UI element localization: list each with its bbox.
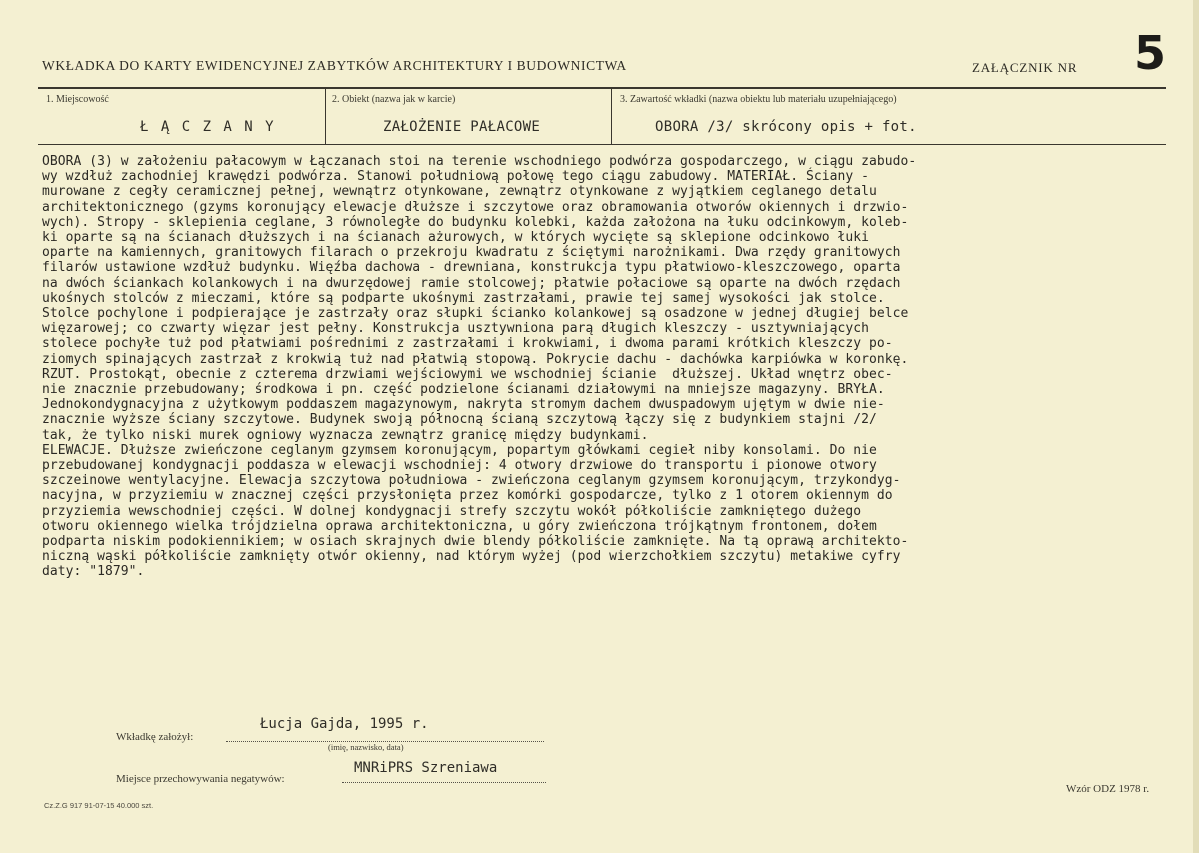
created-by-value: Łucja Gajda, 1995 r. — [260, 716, 429, 732]
created-by-hint: (imię, nazwisko, data) — [328, 742, 404, 752]
text-line: ukośnych stolców z mieczami, które są podparte ukośnymi zastrzałami, prawie tej samej wysokości jak stolce. — [42, 290, 885, 306]
locality-label: 1. Miejscowość — [46, 94, 109, 105]
text-line: wych). Stropy - sklepienia ceglane, 3 równoległe do budynku kolebki, każda założona na łuku odcinkowym, koleb- — [42, 214, 909, 230]
text-line: podparta niskim podokiennikiem; w osiach skrajnych dwie blendy półkoliście zamknięte. Na tą oprawą architekto- — [42, 534, 909, 550]
text-line: RZUT. Prostokąt, obecnie z czterema drzwiami wejściowymi we wschodniej ścianie dłuższej. Układ wnętrz obec- — [42, 366, 893, 382]
text-line: otworu okiennego wielka trójdzielna oprawa architektoniczna, u góry zwieńczona trójkątnym frontonem, dołem — [42, 518, 877, 534]
text-line: OBORA (3) w założeniu pałacowym w Łączanach stoi na terenie wschodniego podwórza gospodarczego, w ciągu zabudo- — [42, 154, 917, 169]
text-line: więzarowej; co czwarty więzar jest pełny. Konstrukcja usztywniona parą długich kleszczy - usztywniających — [42, 321, 870, 337]
text-line: przyziemia wewschodniej części. W dolnej kondygnacji strefy szczytu wokół półkoliście zamkniętego dużego — [42, 503, 862, 519]
text-line: znacznie wyższe ściany szczytowe. Budynek swoją północną ścianą szczytową łączy się z budynkiem stajni /2/ — [42, 412, 877, 428]
text-line: szczeinowe wentylacyjne. Elewacja szczytowa południowa - zwieńczona ceglanym gzymsem koronującym, trzykondyg- — [42, 473, 901, 489]
negatives-location-value: MNRiPRS Szreniawa — [354, 760, 498, 776]
text-line: stolece pochyłe tuż pod płatwiami pośrednimi z zastrzałami i krokwiami, i dwoma parami krótkich kleszczy po- — [42, 336, 893, 352]
text-line: architektonicznego (gzyms koronujący elewacje dłuższe i szczytowe oraz obramowania otworów okiennych i drzwio- — [42, 199, 909, 215]
text-line: tak, że tylko niski murek ogniowy wyznacza zewnątrz granicę między budynkami. — [42, 427, 649, 443]
form-template-note: Wzór ODZ 1978 r. — [1066, 783, 1150, 795]
text-line: na dwóch ściankach kolankowych i na dwurzędowej ramie stolcowej; płatwie połaciowe są oparte na dwóch rzędach — [42, 275, 901, 291]
header-bottom-rule — [38, 144, 1166, 145]
text-line: Stolce pochylone i podpierające je zastrzały oraz słupki ścianko kolankowej są osadzone w jednej długiej belce — [42, 306, 909, 322]
contents-value: OBORA /3/ skrócony opis + fot. — [655, 119, 917, 135]
negatives-dotted-line — [342, 782, 546, 783]
text-line: Jednokondygnacyjna z użytkowym poddaszem magazynowym, nakryta stromym dachem dwuspadowym ujętym w dwie nie- — [42, 397, 885, 413]
text-line: nie znacznie przebudowany; środkowa i pn. część podzielone ścianami działowymi na mniejsze magazyny. BRYŁA. — [42, 382, 885, 398]
print-code: Cz.Z.G 917 91-07-15 40.000 szt. — [44, 801, 154, 810]
locality-value: Ł Ą C Z A N Y — [140, 119, 276, 135]
form-title: WKŁADKA DO KARTY EWIDENCYJNEJ ZABYTKÓW ARCHITEKTURY I BUDOWNICTWA — [42, 58, 627, 73]
field-divider-2 — [611, 88, 612, 144]
object-label: 2. Obiekt (nazwa jak w karcie) — [332, 94, 456, 105]
object-value: ZAŁOŻENIE PAŁACOWE — [383, 119, 541, 135]
description-text — [42, 154, 1160, 580]
text-line: ELEWACJE. Dłuższe zwieńczone ceglanym gzymsem koronującym, popartym główkami cegieł niby konsolami. Do nie — [42, 442, 877, 458]
negatives-location-label: Miejsce przechowywania negatywów: — [116, 773, 285, 785]
header-top-rule — [38, 87, 1166, 89]
text-line: ki oparte są na ścianach dłuższych i na ścianach ażurowych, w których wycięte są sklepione odcinkowo łuki — [42, 230, 870, 246]
text-line: oparte na kamiennych, granitowych filarach o przekroju kwadratu z ściętymi narożnikami. Dwa rzędy granitowych — [42, 245, 901, 261]
text-line: daty: "1879". — [42, 564, 145, 580]
attachment-label: ZAŁĄCZNIK NR — [972, 60, 1078, 75]
text-line: murowane z cegły ceramicznej pełnej, wewnątrz otynkowane, zewnątrz otynkowane z wyjątkiem ceglanego detalu — [42, 184, 877, 200]
text-line: ziomych spinających zastrzał z krokwią tuż nad płatwią stopową. Pokrycie dachu - dachówka karpiówka w koronkę. — [42, 351, 909, 367]
field-divider-1 — [325, 88, 326, 144]
text-line: wy wzdłuż zachodniej krawędzi podwórza. Stanowi południową połowę tego ciągu zabudowy. MATERIAŁ. Ściany - — [42, 169, 870, 185]
text-line: nacyjna, w przyziemiu w znacznej części przysłonięta przez komórki gospodarcze, tylko z 1 otorem okiennym do — [42, 488, 893, 504]
created-by-label: Wkładkę założył: — [116, 731, 194, 743]
contents-label: 3. Zawartość wkładki (nazwa obiektu lub materiału uzupełniającego) — [620, 94, 897, 105]
text-line: niczną wąski półkoliście zamknięty otwór okienny, nad którym wyżej (pod wierzchołkiem szczytu) metakiwe cyfry — [42, 549, 901, 565]
attachment-number: 5 — [1134, 26, 1167, 80]
text-line: przebudowanej kondygnacji poddasza w elewacji wschodniej: 4 otwory drzwiowe do transportu i pionowe otwory — [42, 458, 877, 474]
text-line: filarów ustawione wzdłuż budynku. Więźba dachowa - drewniana, konstrukcja typu płatwiowo-kleszczowego, oparta — [42, 260, 901, 276]
